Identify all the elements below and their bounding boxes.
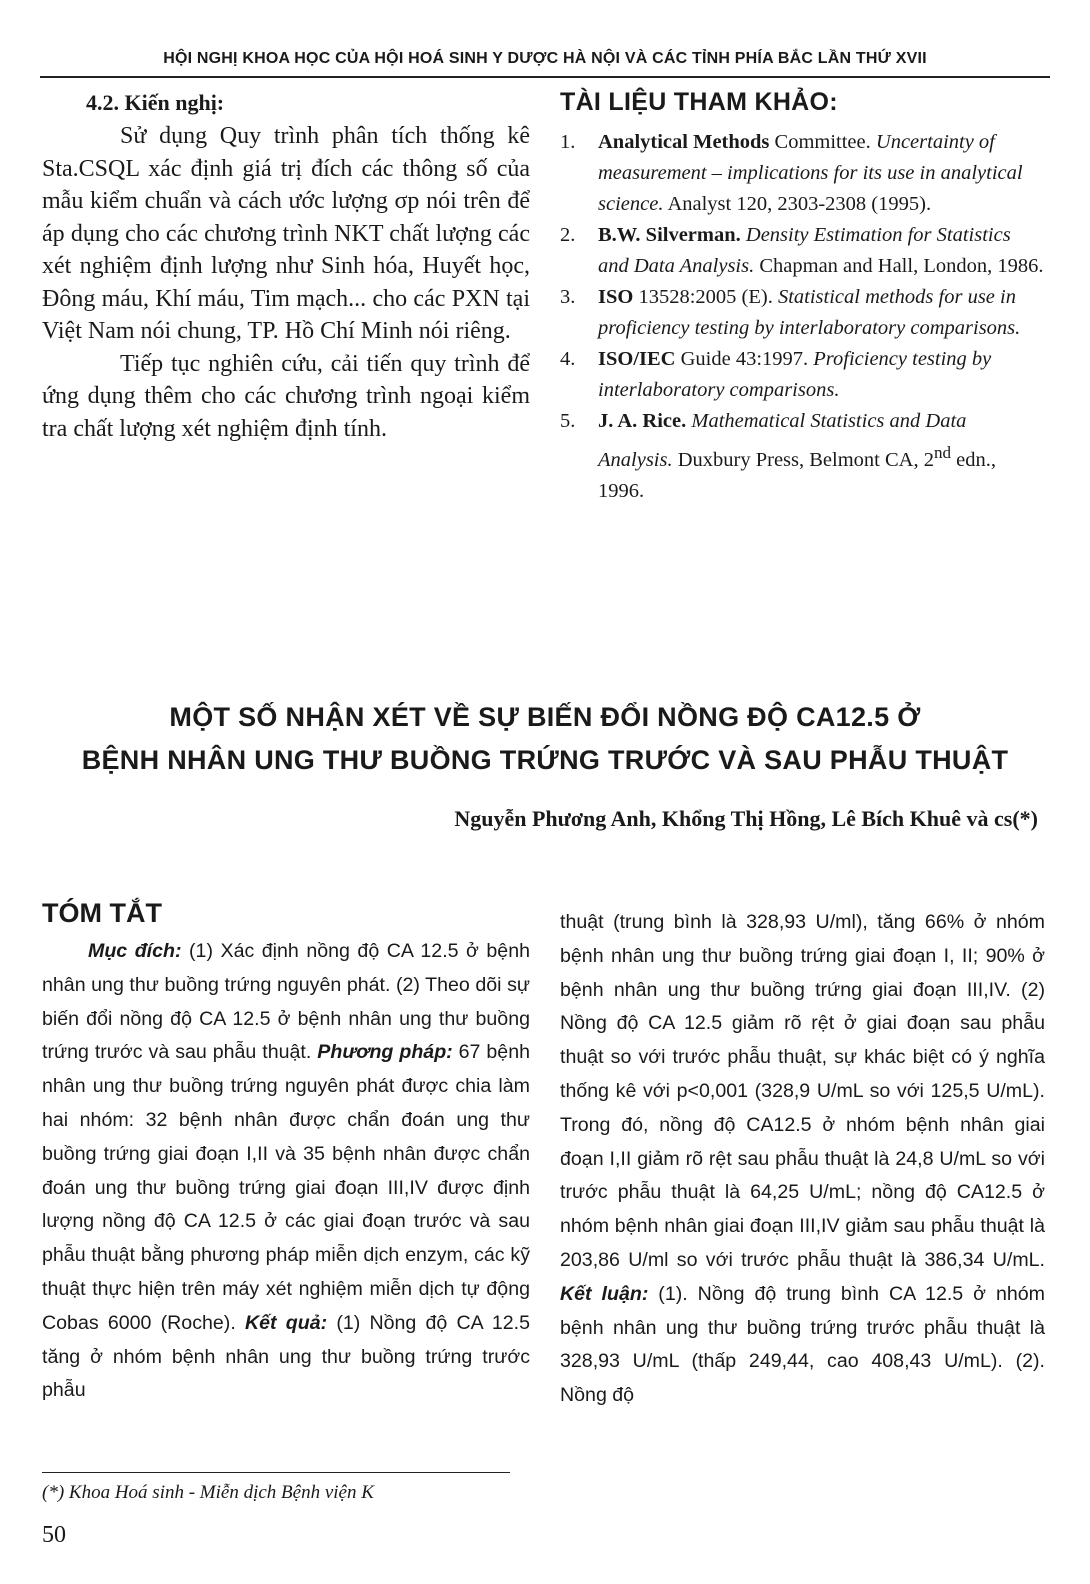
- running-header: HỘI NGHỊ KHOA HỌC CỦA HỘI HOÁ SINH Y DƯỢC HÀ NỘI VÀ CÁC TỈNH PHÍA BẮC LẦN THỨ XVII: [163, 50, 927, 67]
- reference-text: 13528:2005 (E).: [633, 286, 778, 308]
- recommendation-paragraph-2: Tiếp tục nghiên cứu, cải tiến quy trình để ứng dụng thêm cho các chương trình ngoại kiểm tra chất lượng xét nghiệm định tính.: [42, 350, 530, 442]
- article-title: [40, 696, 1050, 782]
- recommendations-heading: 4.2. Kiến nghị:: [86, 90, 225, 115]
- article-title-line-1: MỘT SỐ NHẬN XÉT VỀ SỰ BIẾN ĐỔI NỒNG ĐỘ CA12.5 Ở: [169, 702, 921, 732]
- reference-edition-superscript: nd: [933, 443, 952, 462]
- affiliation-footnote: (*) Khoa Hoá sinh - Miễn dịch Bệnh viện K: [42, 1482, 374, 1503]
- abstract-label-method: Phương pháp:: [317, 1041, 453, 1064]
- article-title-line-2: BỆNH NHÂN UNG THƯ BUỒNG TRỨNG TRƯỚC VÀ SAU PHẪU THUẬT: [81, 745, 1009, 775]
- article-authors: Nguyễn Phương Anh, Khổng Thị Hồng, Lê Bích Khuê và cs(*): [454, 806, 1038, 831]
- abstract-paragraph: [42, 935, 530, 1408]
- reference-publication: Chapman and Hall, London, 1986.: [754, 255, 1044, 277]
- recommendation-paragraph-1: Sử dụng Quy trình phân tích thống kê Sta.CSQL xác định giá trị đích các thông số của mẫu kiểm chuẩn và cách ước lượng σp nói trên để áp dụng cho các chương trình NKT chất lượng các xét nghiệm định lượng như Sinh hóa, Huyết học, Đông máu, Khí máu, Tim mạch... cho các PXN tại Việt Nam nói chung, TP. Hồ Chí Minh nói riêng.: [42, 123, 530, 344]
- abstract-label-aim: Mục đích:: [88, 940, 182, 962]
- abstract-left-column: [42, 898, 530, 1408]
- reference-item-2: [560, 220, 1045, 282]
- abstract-heading: TÓM TẮT: [42, 898, 162, 928]
- reference-text: Committee.: [769, 131, 876, 153]
- reference-author: J. A. Rice.: [598, 410, 687, 432]
- reference-edition-tail: edn., 1996.: [598, 448, 997, 502]
- reference-title: Density Estimation for Statistics and Data Analysis.: [598, 224, 1011, 277]
- reference-item-4: [560, 344, 1045, 406]
- reference-title: Proficiency testing by interlaboratory comparisons.: [598, 348, 992, 401]
- abstract-conclusion-text: (1). Nồng độ trung bình CA 12.5 ở nhóm bệnh nhân ung thư buồng trứng trước phẫu thuật là 328,93 U/mL (thấp 249,44, cao 408,43 U/mL). (2). Nồng độ: [560, 1282, 1045, 1407]
- reference-publication: Analyst 120, 2303-2308 (1995).: [663, 193, 932, 215]
- reference-author: B.W. Silverman.: [598, 224, 741, 246]
- reference-number: 4.: [560, 348, 576, 370]
- reference-number: 1.: [560, 131, 576, 153]
- reference-author: ISO/IEC: [598, 348, 676, 370]
- reference-number: 3.: [560, 286, 576, 308]
- reference-title: Statistical methods for use in proficiency testing by interlaboratory comparisons.: [598, 286, 1021, 339]
- reference-author: ISO: [598, 286, 634, 308]
- abstract-right-column: [560, 906, 1045, 1413]
- reference-number: 2.: [560, 224, 576, 246]
- abstract-result-text-b: thuật (trung bình là 328,93 U/ml), tăng 66% ở nhóm bệnh nhân ung thư buồng trứng giai đoạn I, II; 90% ở bệnh nhân ung thư buồng trứng giai đoạn III,IV. (2) Nồng độ CA 12.5 giảm rõ rệt ở giai đoạn sau phẫu thuật so với trước phẫu thuật, sự khác biệt có ý nghĩa thống kê với p<0,001 (328,9 U/mL so với 125,5 U/mL). Trong đó, nồng độ CA12.5 ở nhóm bệnh nhân giai đoạn I,II giảm rõ rệt sau phẫu thuật là 24,8 U/mL so với trước phẫu thuật là 64,25 U/mL; nồng độ CA12.5 ở nhóm bệnh nhân giai đoạn III,IV giảm sau phẫu thuật là 203,86 U/ml so với trước phẫu thuật là 386,34 U/mL.: [560, 911, 1045, 1271]
- reference-author: Analytical Methods: [598, 131, 770, 153]
- abstract-label-result: Kết quả:: [244, 1311, 328, 1334]
- recommendations-section: [42, 90, 530, 445]
- page-number: 50: [42, 1522, 66, 1548]
- abstract-result-text-a: (1) Nồng độ CA 12.5 tăng ở nhóm bệnh nhân ung thư buồng trứng trước phẫu: [42, 1311, 531, 1402]
- abstract-method-text: 67 bệnh nhân ung thư buồng trứng nguyên phát được chia làm hai nhóm: 32 bệnh nhân được chẩn đoán ung thư buồng trứng giai đoạn I,II và 35 bệnh nhân được chẩn đoán ung thư buồng trứng giai đoạn III,IV được định lượng nồng độ CA 12.5 ở các giai đoạn trước và sau phẫu thuật bằng phương pháp miễn dịch enzym, các kỹ thuật thực hiện trên máy xét nghiệm miễn dịch tự động Cobas 6000 (Roche).: [42, 1041, 530, 1334]
- reference-item-3: [560, 282, 1045, 344]
- abstract-aim-text: (1) Xác định nồng độ CA 12.5 ở bệnh nhân ung thư buồng trứng nguyên phát. (2) Theo dõi sự biến đổi nồng độ CA 12.5 ở bệnh nhân ung thư buồng trứng trước và sau phẫu thuật.: [42, 940, 531, 1064]
- reference-number: 5.: [560, 410, 576, 432]
- abstract-label-conclusion: Kết luận:: [560, 1282, 649, 1305]
- references-section: [560, 88, 1045, 507]
- reference-title: Uncertainty of measurement – implications for its use in analytical science.: [598, 131, 1023, 215]
- reference-item-1: [560, 127, 1045, 220]
- reference-item-5: [560, 406, 1045, 507]
- header-divider: [40, 76, 1050, 78]
- references-heading: TÀI LIỆU THAM KHẢO:: [560, 88, 838, 116]
- footnote-divider: [42, 1472, 510, 1473]
- reference-list: [560, 127, 1045, 507]
- reference-publication: Duxbury Press, Belmont CA, 2: [672, 448, 934, 471]
- reference-text: Guide 43:1997.: [675, 348, 814, 370]
- reference-title: Mathematical Statistics and Data Analysis.: [598, 410, 967, 471]
- abstract-paragraph-continued: [560, 906, 1045, 1413]
